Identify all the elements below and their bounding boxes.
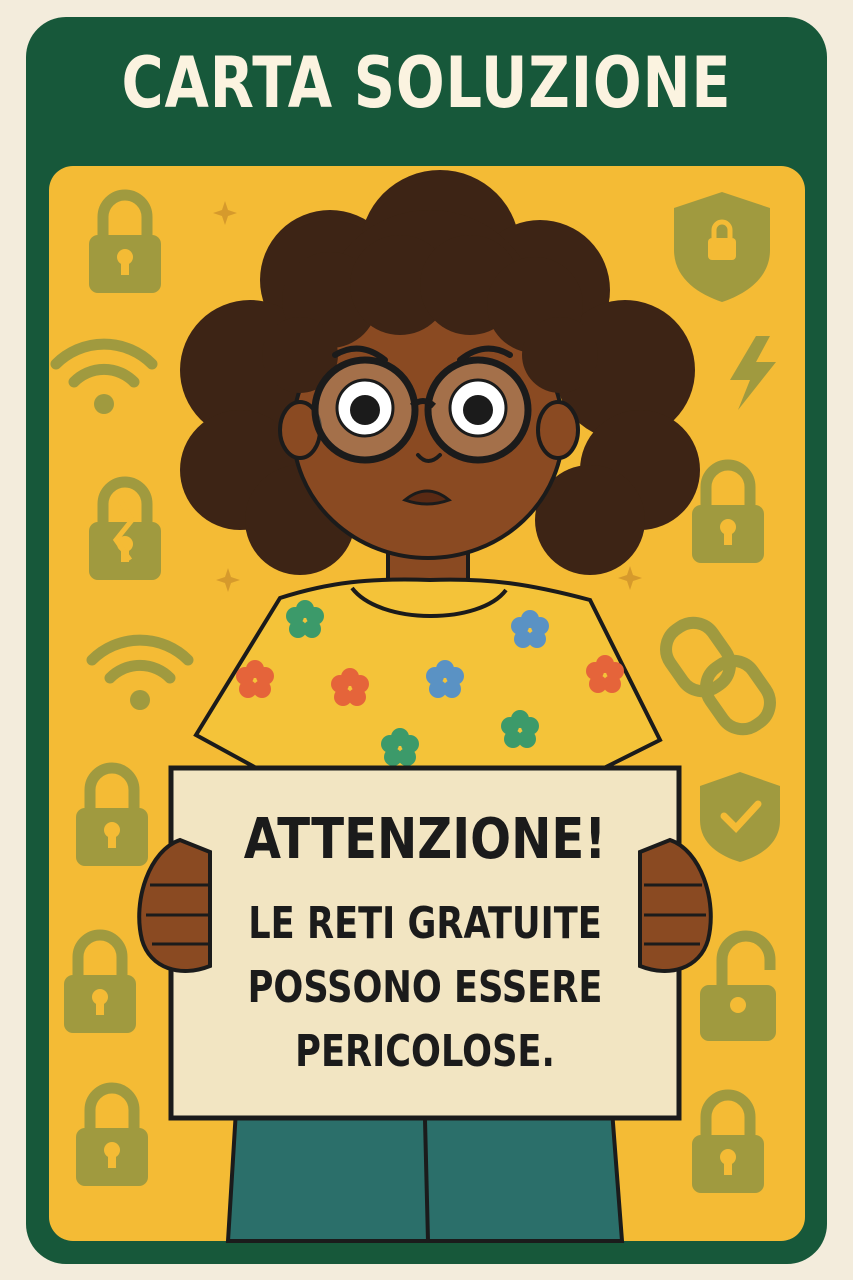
- broken-chain-icon: [657, 613, 780, 738]
- sparkle-icon: [216, 568, 240, 592]
- sign-headline: ATTENZIONE!: [243, 807, 607, 872]
- sparkle-icon: [213, 201, 237, 225]
- sparkle-icon: [618, 566, 642, 590]
- sign-line-1: LE RETI GRATUITE: [248, 898, 602, 949]
- padlock-icon: [64, 935, 136, 1033]
- open-padlock-icon: [700, 936, 776, 1041]
- padlock-icon: [692, 465, 764, 563]
- card-title: CARTA SOLUZIONE: [121, 42, 732, 124]
- padlock-icon: [89, 195, 161, 293]
- padlock-icon: [692, 1095, 764, 1193]
- padlock-icon: [76, 768, 148, 866]
- lightning-icon: [730, 336, 776, 410]
- padlock-icon: [76, 1088, 148, 1186]
- broken-padlock-icon: [89, 482, 161, 580]
- wifi-icon: [92, 640, 188, 710]
- shield-check-icon: [700, 772, 780, 862]
- wifi-icon: [56, 344, 152, 414]
- sign-line-2: POSSONO ESSERE: [247, 962, 603, 1013]
- shield-lock-icon: [674, 192, 770, 302]
- sign-line-3: PERICOLOSE.: [295, 1026, 555, 1077]
